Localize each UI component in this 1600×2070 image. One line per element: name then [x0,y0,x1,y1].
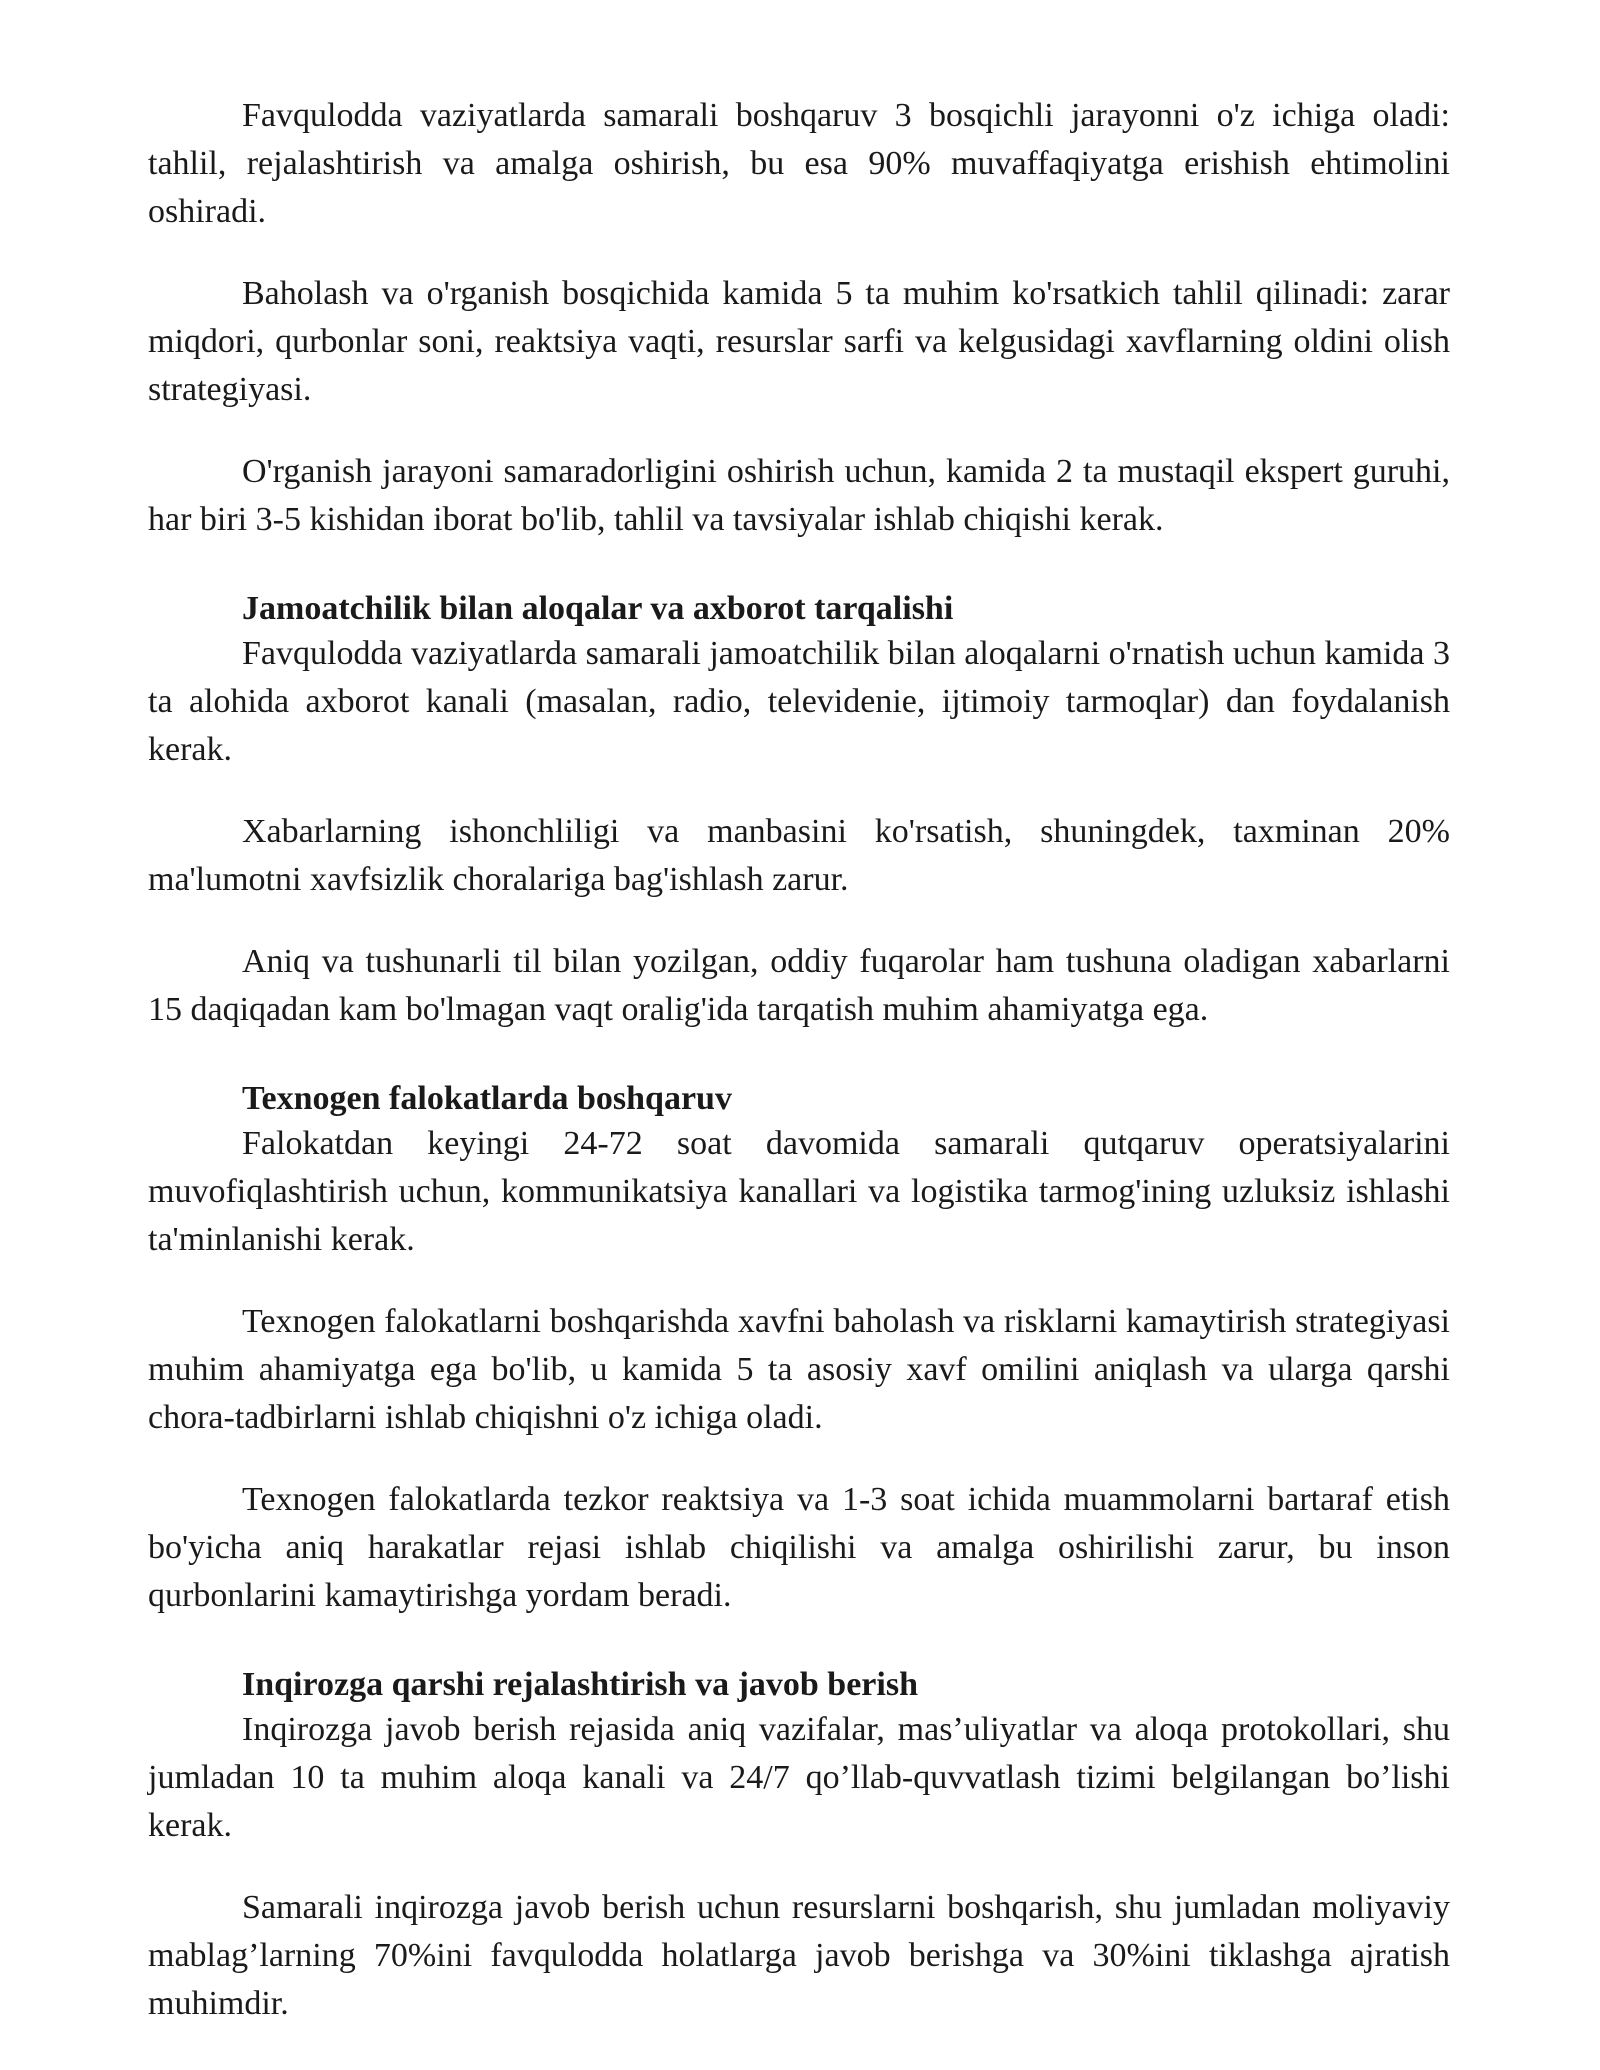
paragraph: Xabarlarning ishonchliligi va manbasini ko'rsatish, shuningdek, taxminan 20% ma'lumotni xavfsizlik choralariga bag'ishlash zarur. [148,813,1450,898]
paragraph: Texnogen falokatlarni boshqarishda xavfni baholash va risklarni kamaytirish strategiyasi muhim ahamiyatga ega bo'lib, u kamida 5 ta asosiy xavf omilini aniqlash va ularga qarshi chora-tadbirlarni ishlab chiqishni o'z ichiga oladi. [148,1303,1450,1436]
section-heading: Texnogen falokatlarda boshqaruv [242,1080,732,1117]
paragraph: Aniq va tushunarli til bilan yozilgan, oddiy fuqarolar ham tushuna oladigan xabarlarni 15 daqiqadan kam bo'lmagan vaqt oralig'ida tarqatish muhim ahamiyatga ega. [148,943,1450,1028]
paragraph: Falokatdan keyingi 24-72 soat davomida samarali qutqaruv operatsiyalarini muvofiqlashtirish uchun, kommunikatsiya kanallari va logistika tarmog'ining uzluksiz ishlashi ta'minlanishi kerak. [148,1125,1450,1258]
section-heading: Inqirozga qarshi rejalashtirish va javob berish [242,1666,918,1703]
document-page [148,92,1450,2028]
section-heading: Jamoatchilik bilan aloqalar va axborot tarqalishi [242,590,954,627]
paragraph: Samarali inqirozga javob berish uchun resurslarni boshqarish, shu jumladan moliyaviy mablag’larning 70%ini favqulodda holatlarga javob berishga va 30%ini tiklashga ajratish muhimdir. [148,1889,1450,2022]
section-technogenic-disasters [148,1078,1450,1620]
paragraph: Inqirozga javob berish rejasida aniq vazifalar, mas’uliyatlar va aloqa protokollari, shu jumladan 10 ta muhim aloqa kanali va 24/7 qo’llab-quvvatlash tizimi belgilangan bo’lishi kerak. [148,1711,1450,1844]
section-public-relations [148,588,1450,1034]
paragraph: O'rganish jarayoni samaradorligini oshirish uchun, kamida 2 ta mustaqil ekspert guruhi, har biri 3-5 kishidan iborat bo'lib, tahlil va tavsiyalar ishlab chiqishi kerak. [148,453,1450,538]
paragraph: Favqulodda vaziyatlarda samarali jamoatchilik bilan aloqalarni o'rnatish uchun kamida 3 ta alohida axborot kanali (masalan, radio, televidenie, ijtimoiy tarmoqlar) dan foydalanish kerak. [148,635,1451,768]
paragraph: Baholash va o'rganish bosqichida kamida 5 ta muhim ko'rsatkich tahlil qilinadi: zarar miqdori, qurbonlar soni, reaktsiya vaqti, resurslar sarfi va kelgusidagi xavflarning oldini olish strategiyasi. [148,275,1450,408]
paragraph: Texnogen falokatlarda tezkor reaktsiya va 1-3 soat ichida muammolarni bartaraf etish bo'yicha aniq harakatlar rejasi ishlab chiqilishi va amalga oshirilishi zarur, bu inson qurbonlarini kamaytirishga yordam beradi. [148,1481,1450,1614]
paragraph: Favqulodda vaziyatlarda samarali boshqaruv 3 bosqichli jarayonni o'z ichiga oladi: tahlil, rejalashtirish va amalga oshirish, bu esa 90% muvaffaqiyatga erishish ehtimolini oshiradi. [148,97,1450,230]
section-crisis-planning [148,1664,1450,2028]
section-intro [148,92,1450,544]
